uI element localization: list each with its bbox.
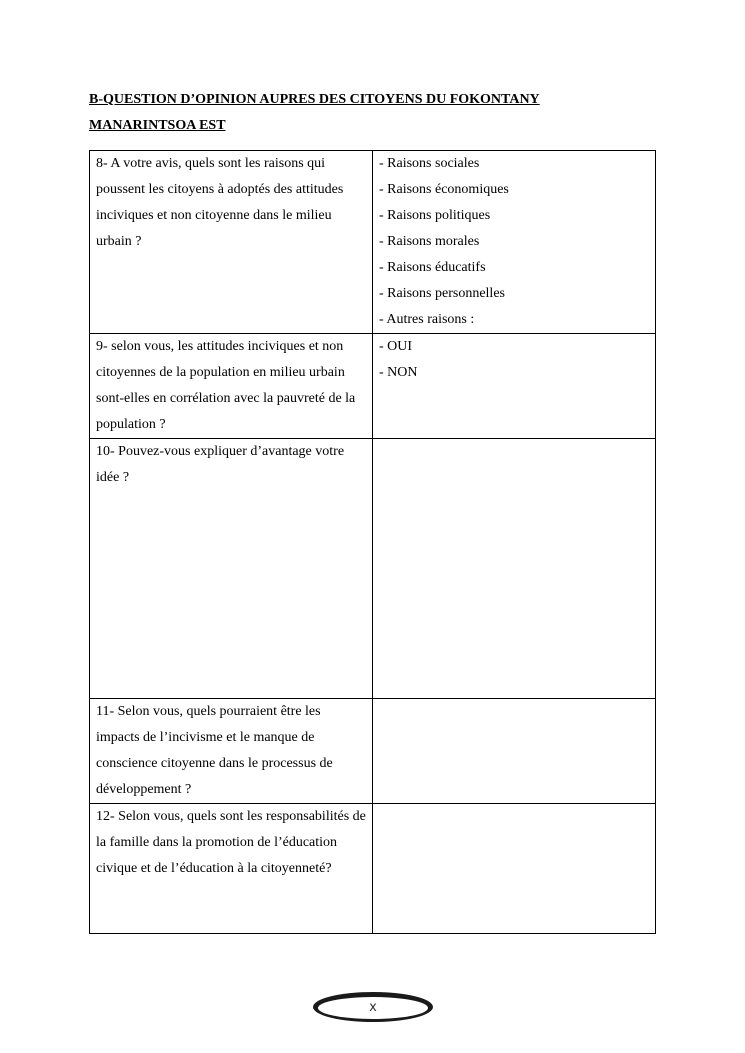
page-number-badge bbox=[311, 990, 435, 1024]
option-item[interactable]: - NON bbox=[379, 365, 418, 380]
question-cell bbox=[90, 804, 373, 934]
option-item[interactable]: - Raisons économiques bbox=[379, 182, 509, 197]
question-row-9 bbox=[90, 334, 656, 439]
heading-line-1: B-QUESTION D’OPINION AUPRES DES CITOYENS DU FOKONTANY bbox=[89, 92, 540, 107]
option-item[interactable]: - Autres raisons : bbox=[379, 312, 475, 327]
question-row-8 bbox=[90, 151, 656, 334]
document-heading bbox=[89, 87, 659, 139]
question-row-11 bbox=[90, 699, 656, 804]
question-text: 9- selon vous, les attitudes inciviques et non citoyennes de la population en milieu urbain sont-elles en corrélation avec la pauvreté de la population ? bbox=[96, 339, 356, 432]
option-item[interactable]: - Raisons éducatifs bbox=[379, 260, 486, 275]
question-text: 10- Pouvez-vous expliquer d’avantage votre idée ? bbox=[96, 444, 345, 485]
answer-blank-cell[interactable] bbox=[373, 699, 656, 804]
questionnaire-table bbox=[89, 150, 656, 934]
page-number: x bbox=[369, 1000, 377, 1015]
question-cell bbox=[90, 699, 373, 804]
question-row-12 bbox=[90, 804, 656, 934]
option-item[interactable]: - Raisons personnelles bbox=[379, 286, 505, 301]
answer-options-cell bbox=[373, 334, 656, 439]
question-text: 11- Selon vous, quels pourraient être les impacts de l’incivisme et le manque de conscience citoyenne dans le processus de développement ? bbox=[96, 704, 333, 797]
question-row-10 bbox=[90, 439, 656, 699]
option-item[interactable]: - OUI bbox=[379, 339, 413, 354]
option-item[interactable]: - Raisons sociales bbox=[379, 156, 480, 171]
options-list bbox=[379, 151, 650, 333]
question-text: 8- A votre avis, quels sont les raisons qui poussent les citoyens à adoptés des attitudes inciviques et non citoyenne dans le milieu urbain ? bbox=[96, 156, 344, 249]
question-cell bbox=[90, 334, 373, 439]
answer-options-cell bbox=[373, 151, 656, 334]
question-cell bbox=[90, 151, 373, 334]
heading-line-2: MANARINTSOA EST bbox=[89, 118, 226, 133]
option-item[interactable]: - Raisons politiques bbox=[379, 208, 491, 223]
answer-blank-cell[interactable] bbox=[373, 439, 656, 699]
question-text: 12- Selon vous, quels sont les responsabilités de la famille dans la promotion de l’éducation civique et de l’éducation à la citoyenneté? bbox=[96, 809, 366, 876]
options-list bbox=[379, 334, 650, 386]
option-item[interactable]: - Raisons morales bbox=[379, 234, 480, 249]
question-cell bbox=[90, 439, 373, 699]
answer-blank-cell[interactable] bbox=[373, 804, 656, 934]
